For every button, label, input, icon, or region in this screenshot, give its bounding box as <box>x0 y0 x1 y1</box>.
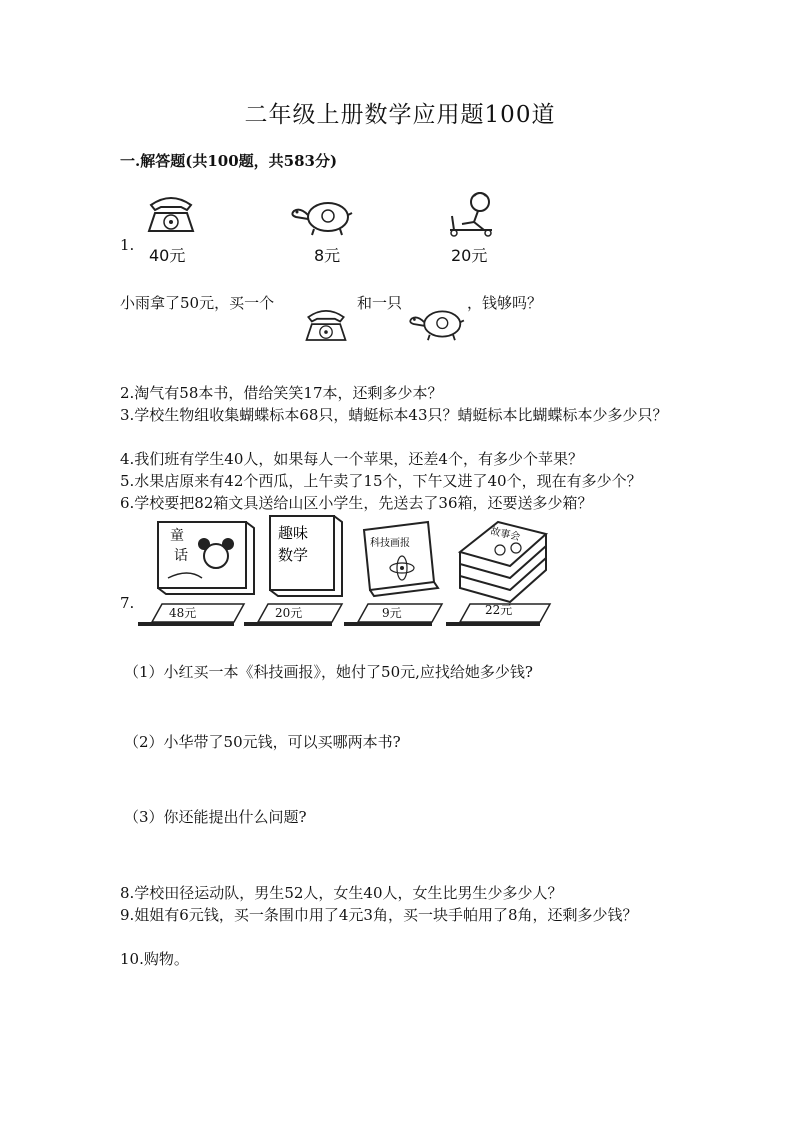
question-7-sub-2: （2）小华带了50元钱，可以买哪两本书? <box>124 733 401 751</box>
page-title: 二年级上册数学应用题100道 <box>244 102 556 128</box>
question-3: 3.学校生物组收集蝴蝶标本68只，蜻蜓标本43只？蜻蜓标本比蝴蝶标本少多少只？ <box>120 406 668 424</box>
question-7-sub-3: （3）你还能提出什么问题? <box>124 808 307 826</box>
book-fun-math <box>270 516 342 596</box>
question-10: 10.购物。 <box>120 950 189 968</box>
question-1-text-after: ，钱够吗？ <box>467 294 543 312</box>
svg-text:数学: 数学 <box>278 546 309 564</box>
question-4: 4.我们班有学生40人，如果每人一个苹果，还差4个，有多少个苹果？ <box>120 450 583 468</box>
svg-text:趣味: 趣味 <box>278 524 309 542</box>
book-science-pictorial <box>364 522 438 596</box>
question-9: 9.姐姐有6元钱，买一条围巾用了4元3角，买一块手帕用了8角，还剩多少钱？ <box>120 906 638 924</box>
question-8: 8.学校田径运动队，男生52人，女生40人，女生比男生少多少人？ <box>120 884 563 902</box>
price-telephone: 40元 <box>149 246 186 265</box>
svg-text:话: 话 <box>174 548 188 564</box>
price-child-toy: 20元 <box>451 246 488 265</box>
price-book-science: 9元 <box>382 606 402 620</box>
telephone-icon <box>145 193 197 235</box>
turtle-toy-icon <box>288 197 354 237</box>
price-book-fun-math: 20元 <box>275 606 303 620</box>
question-1-number: 1. <box>120 236 135 254</box>
child-on-scooter-icon <box>444 190 500 238</box>
svg-text:童: 童 <box>170 528 184 544</box>
book-fairy-tales <box>158 522 254 594</box>
telephone-icon <box>303 306 349 344</box>
price-book-stories: 22元 <box>485 603 513 617</box>
question-7-number: 7. <box>120 594 135 612</box>
price-book-fairy-tales: 48元 <box>169 606 197 620</box>
question-1-text-before: 小雨拿了50元，买一个 <box>120 294 275 312</box>
price-turtle: 8元 <box>314 246 341 265</box>
svg-text:科技画报: 科技画报 <box>370 538 410 549</box>
svg-text:故事会: 故事会 <box>489 526 522 544</box>
question-7-sub-1: （1）小红买一本《科技画报》，她付了50元,应找给她多少钱? <box>124 663 533 681</box>
question-2: 2.淘气有58本书，借给笑笑17本，还剩多少本？ <box>120 384 443 402</box>
question-5: 5.水果店原来有42个西瓜，上午卖了15个，下午又进了40个，现在有多少个？ <box>120 472 642 490</box>
section-heading: 一.解答题(共100题，共583分) <box>120 152 338 170</box>
question-6: 6.学校要把82箱文具送给山区小学生，先送去了36箱，还要送多少箱？ <box>120 494 593 512</box>
question-1-text-middle: 和一只 <box>357 294 403 312</box>
book-stories-stack <box>460 522 546 602</box>
turtle-toy-icon <box>406 306 466 342</box>
